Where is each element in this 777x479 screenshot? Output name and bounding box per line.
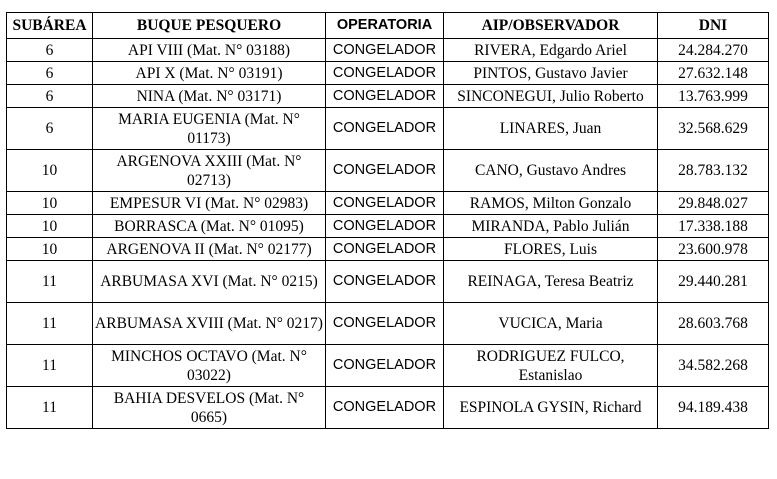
table-row	[7, 62, 769, 85]
cell-observador: SINCONEGUI, Julio Roberto	[444, 85, 658, 108]
cell-dni: 32.568.629	[658, 108, 769, 150]
table-row	[7, 261, 769, 303]
cell-operatoria: CONGELADOR	[326, 85, 444, 108]
cell-operatoria: CONGELADOR	[326, 261, 444, 303]
cell-observador: MIRANDA, Pablo Julián	[444, 215, 658, 238]
observers-table	[6, 12, 769, 429]
cell-operatoria: CONGELADOR	[326, 108, 444, 150]
cell-subarea: 11	[7, 345, 93, 387]
cell-buque: EMPESUR VI (Mat. N° 02983)	[93, 192, 326, 215]
header-row	[7, 13, 769, 39]
cell-dni: 23.600.978	[658, 238, 769, 261]
table-row	[7, 192, 769, 215]
cell-subarea: 10	[7, 215, 93, 238]
cell-subarea: 11	[7, 303, 93, 345]
cell-buque: NINA (Mat. N° 03171)	[93, 85, 326, 108]
cell-operatoria: CONGELADOR	[326, 62, 444, 85]
cell-operatoria: CONGELADOR	[326, 387, 444, 429]
table-row	[7, 39, 769, 62]
cell-operatoria: CONGELADOR	[326, 39, 444, 62]
cell-buque: BAHIA DESVELOS (Mat. N° 0665)	[93, 387, 326, 429]
cell-operatoria: CONGELADOR	[326, 215, 444, 238]
cell-dni: 28.603.768	[658, 303, 769, 345]
cell-subarea: 6	[7, 62, 93, 85]
cell-observador: RIVERA, Edgardo Ariel	[444, 39, 658, 62]
cell-operatoria: CONGELADOR	[326, 238, 444, 261]
cell-dni: 94.189.438	[658, 387, 769, 429]
cell-buque: API VIII (Mat. N° 03188)	[93, 39, 326, 62]
cell-observador: VUCICA, Maria	[444, 303, 658, 345]
table-row	[7, 345, 769, 387]
cell-dni: 29.848.027	[658, 192, 769, 215]
cell-subarea: 6	[7, 85, 93, 108]
cell-buque: BORRASCA (Mat. N° 01095)	[93, 215, 326, 238]
cell-operatoria: CONGELADOR	[326, 303, 444, 345]
table-row	[7, 85, 769, 108]
cell-subarea: 6	[7, 39, 93, 62]
cell-dni: 29.440.281	[658, 261, 769, 303]
cell-buque: MARIA EUGENIA (Mat. N° 01173)	[93, 108, 326, 150]
table-row	[7, 150, 769, 192]
cell-observador: FLORES, Luis	[444, 238, 658, 261]
cell-subarea: 10	[7, 150, 93, 192]
header-operatoria: OPERATORIA	[326, 13, 444, 39]
cell-observador: REINAGA, Teresa Beatriz	[444, 261, 658, 303]
cell-operatoria: CONGELADOR	[326, 192, 444, 215]
cell-subarea: 11	[7, 261, 93, 303]
header-observador: AIP/OBSERVADOR	[444, 13, 658, 39]
table-row	[7, 215, 769, 238]
table-row	[7, 387, 769, 429]
cell-buque: MINCHOS OCTAVO (Mat. N° 03022)	[93, 345, 326, 387]
header-dni: DNI	[658, 13, 769, 39]
cell-dni: 28.783.132	[658, 150, 769, 192]
cell-buque: ARBUMASA XVI (Mat. N° 0215)	[93, 261, 326, 303]
cell-dni: 24.284.270	[658, 39, 769, 62]
cell-subarea: 6	[7, 108, 93, 150]
header-buque: BUQUE PESQUERO	[93, 13, 326, 39]
cell-operatoria: CONGELADOR	[326, 150, 444, 192]
cell-dni: 13.763.999	[658, 85, 769, 108]
table-row	[7, 303, 769, 345]
cell-dni: 17.338.188	[658, 215, 769, 238]
cell-buque: ARGENOVA II (Mat. N° 02177)	[93, 238, 326, 261]
header-subarea: SUBÁREA	[7, 13, 93, 39]
cell-dni: 34.582.268	[658, 345, 769, 387]
cell-observador: CANO, Gustavo Andres	[444, 150, 658, 192]
cell-observador: RODRIGUEZ FULCO, Estanislao	[444, 345, 658, 387]
cell-observador: RAMOS, Milton Gonzalo	[444, 192, 658, 215]
cell-buque: ARBUMASA XVIII (Mat. N° 0217)	[93, 303, 326, 345]
table-row	[7, 108, 769, 150]
cell-operatoria: CONGELADOR	[326, 345, 444, 387]
cell-buque: API X (Mat. N° 03191)	[93, 62, 326, 85]
cell-subarea: 11	[7, 387, 93, 429]
cell-subarea: 10	[7, 192, 93, 215]
cell-observador: LINARES, Juan	[444, 108, 658, 150]
cell-dni: 27.632.148	[658, 62, 769, 85]
cell-observador: ESPINOLA GYSIN, Richard	[444, 387, 658, 429]
cell-buque: ARGENOVA XXIII (Mat. N° 02713)	[93, 150, 326, 192]
table-row	[7, 238, 769, 261]
cell-subarea: 10	[7, 238, 93, 261]
cell-observador: PINTOS, Gustavo Javier	[444, 62, 658, 85]
